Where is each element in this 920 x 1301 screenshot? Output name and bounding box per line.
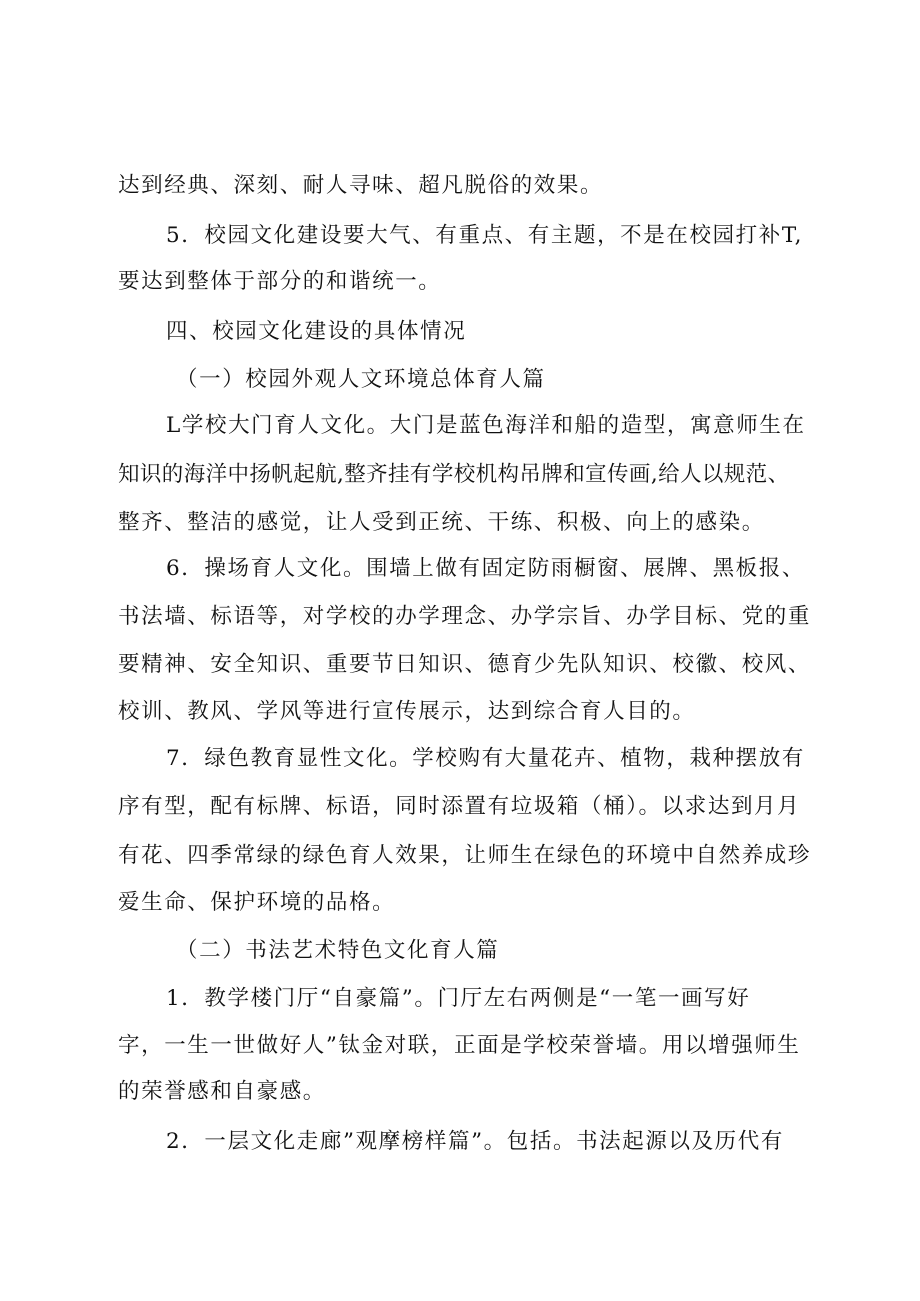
text-line: 2．一层文化走廊”观摩榜样篇”。包括。书法起源以及历代有 (166, 1129, 784, 1154)
section-heading: 四、校园文化建设的具体情况 (166, 319, 467, 344)
text-line: 的荣誉感和自豪感。 (118, 1079, 326, 1104)
text-line: 校训、教风、学风等进行宣传展示，达到综合育人目的。 (118, 699, 696, 724)
text-line: 有花、四季常绿的绿色育人效果，让师生在绿色的环境中自然养成珍 (118, 843, 812, 868)
text-line: 书法墙、标语等，对学校的办学理念、办学宗旨、办学目标、党的重 (118, 604, 812, 629)
text-line: 要达到整体于部分的和谐统一。 (118, 269, 442, 294)
text-line: 6．操场育人文化。围墙上做有固定防雨橱窗、展牌、黑板报、 (166, 556, 805, 581)
text-line: 整齐、整洁的感觉，让人受到正统、干练、积极、向上的感染。 (118, 510, 765, 535)
subsection-heading: （一）校园外观人文环境总体育人篇 (176, 367, 546, 392)
text-line: 知识的海洋中扬帆起航,整齐挂有学校机构吊牌和宣传画,给人以规范、 (118, 462, 790, 487)
subsection-heading: （二）书法艺术特色文化育人篇 (176, 938, 500, 963)
text-line: 7．绿色教育显性文化。学校购有大量花卉、植物，栽种摆放有 (166, 746, 805, 771)
text-line: 达到经典、深刻、耐人寻味、超凡脱俗的效果。 (118, 173, 604, 198)
text-line: 5．校园文化建设要大气、有重点、有主题，不是在校园打补T, (166, 223, 804, 248)
text-line: L学校大门育人文化。大门是蓝色海洋和船的造型，寓意师生在 (166, 413, 806, 438)
text-line: 爱生命、保护环境的品格。 (118, 890, 396, 915)
text-line: 1．教学楼门厅“自豪篇”。门厅左右两侧是“一笔一画写好 (166, 986, 751, 1011)
text-line: 要精神、安全知识、重要节日知识、德育少先队知识、校徽、校风、 (118, 652, 812, 677)
text-line: 序有型，配有标牌、标语，同时添置有垃圾箱（桶）。以求达到月月 (118, 794, 801, 819)
text-line: 字，一生一世做好人”钛金对联，正面是学校荣誉墙。用以增强师生 (118, 1033, 801, 1058)
